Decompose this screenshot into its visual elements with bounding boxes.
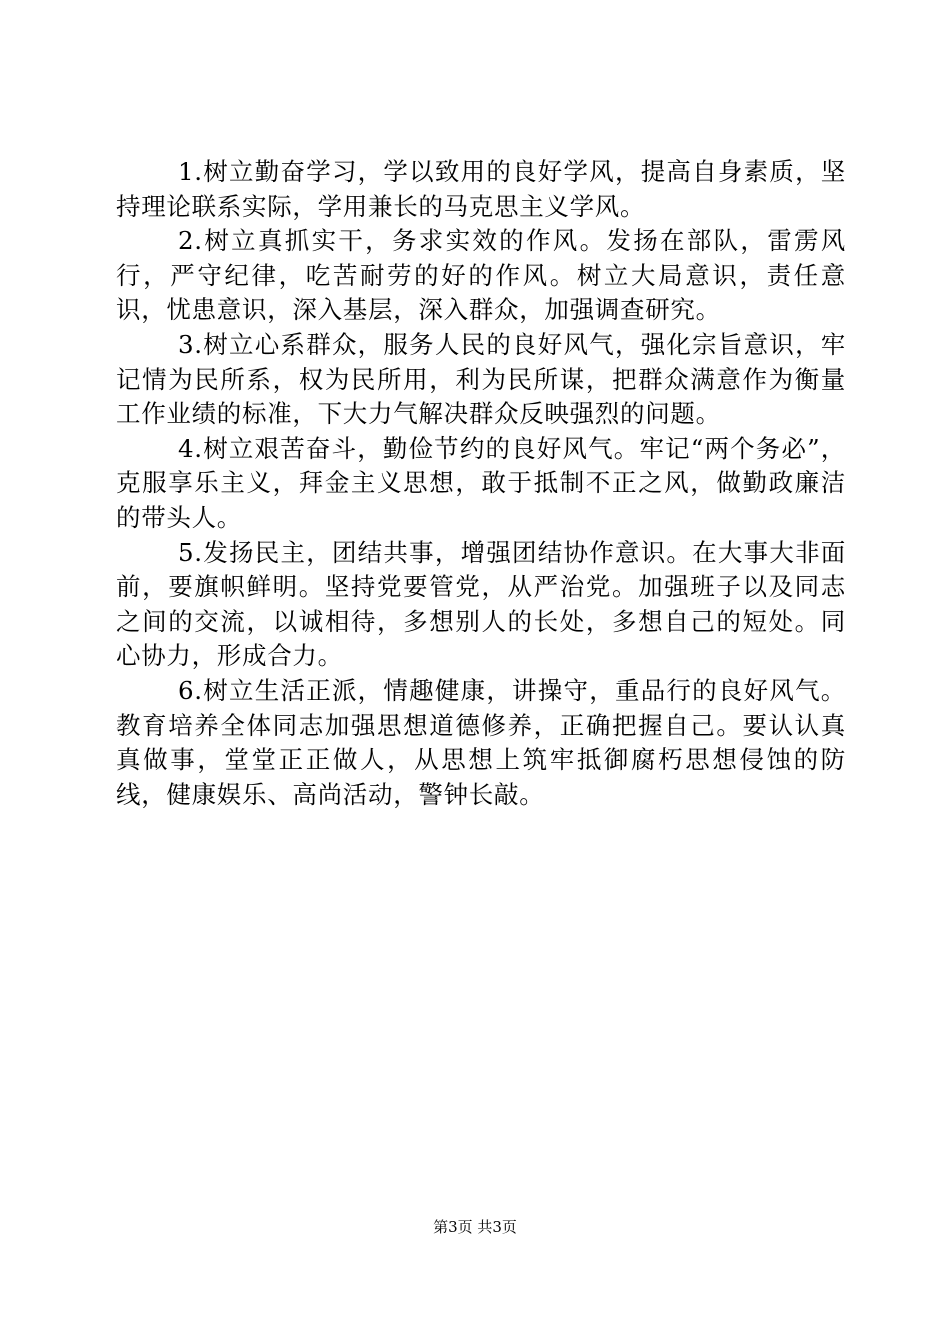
paragraph-2: 2.树立真抓实干，务求实效的作风。发扬在部队，雷雳风行，严守纪律，吃苦耐劳的好的作风。树立大局意识，责任意识，忧患意识，深入基层，深入群众，加强调查研究。: [116, 226, 846, 325]
document-body: [116, 155, 846, 812]
paragraph-4: 4.树立艰苦奋斗，勤俭节约的良好风气。牢记“两个务必”，克服享乐主义，拜金主义思想，敢于抵制不正之风，做勤政廉洁的带头人。: [116, 433, 846, 532]
page-footer: 第3页 共3页: [433, 1218, 517, 1236]
paragraph-3: 3.树立心系群众，服务人民的良好风气，强化宗旨意识，牢记情为民所系，权为民所用，利为民所谋，把群众满意作为衡量工作业绩的标准，下大力气解决群众反映强烈的问题。: [116, 329, 846, 429]
paragraph-5: 5.发扬民主，团结共事，增强团结协作意识。在大事大非面前，要旗帜鲜明。坚持党要管党，从严治党。加强班子以及同志之间的交流，以诚相待，多想别人的长处，多想自己的短处。同心协力，形成合力。: [116, 537, 846, 671]
paragraph-1: 1.树立勤奋学习，学以致用的良好学风，提高自身素质，坚持理论联系实际，学用兼长的马克思主义学风。: [116, 157, 846, 221]
paragraph-6: 6.树立生活正派，情趣健康，讲操守，重品行的良好风气。教育培养全体同志加强思想道德修养，正确把握自己。要认认真真做事，堂堂正正做人，从思想上筑牢抵御腐朽思想侵蚀的防线，健康娱乐、高尚活动，警钟长敲。: [116, 675, 846, 809]
